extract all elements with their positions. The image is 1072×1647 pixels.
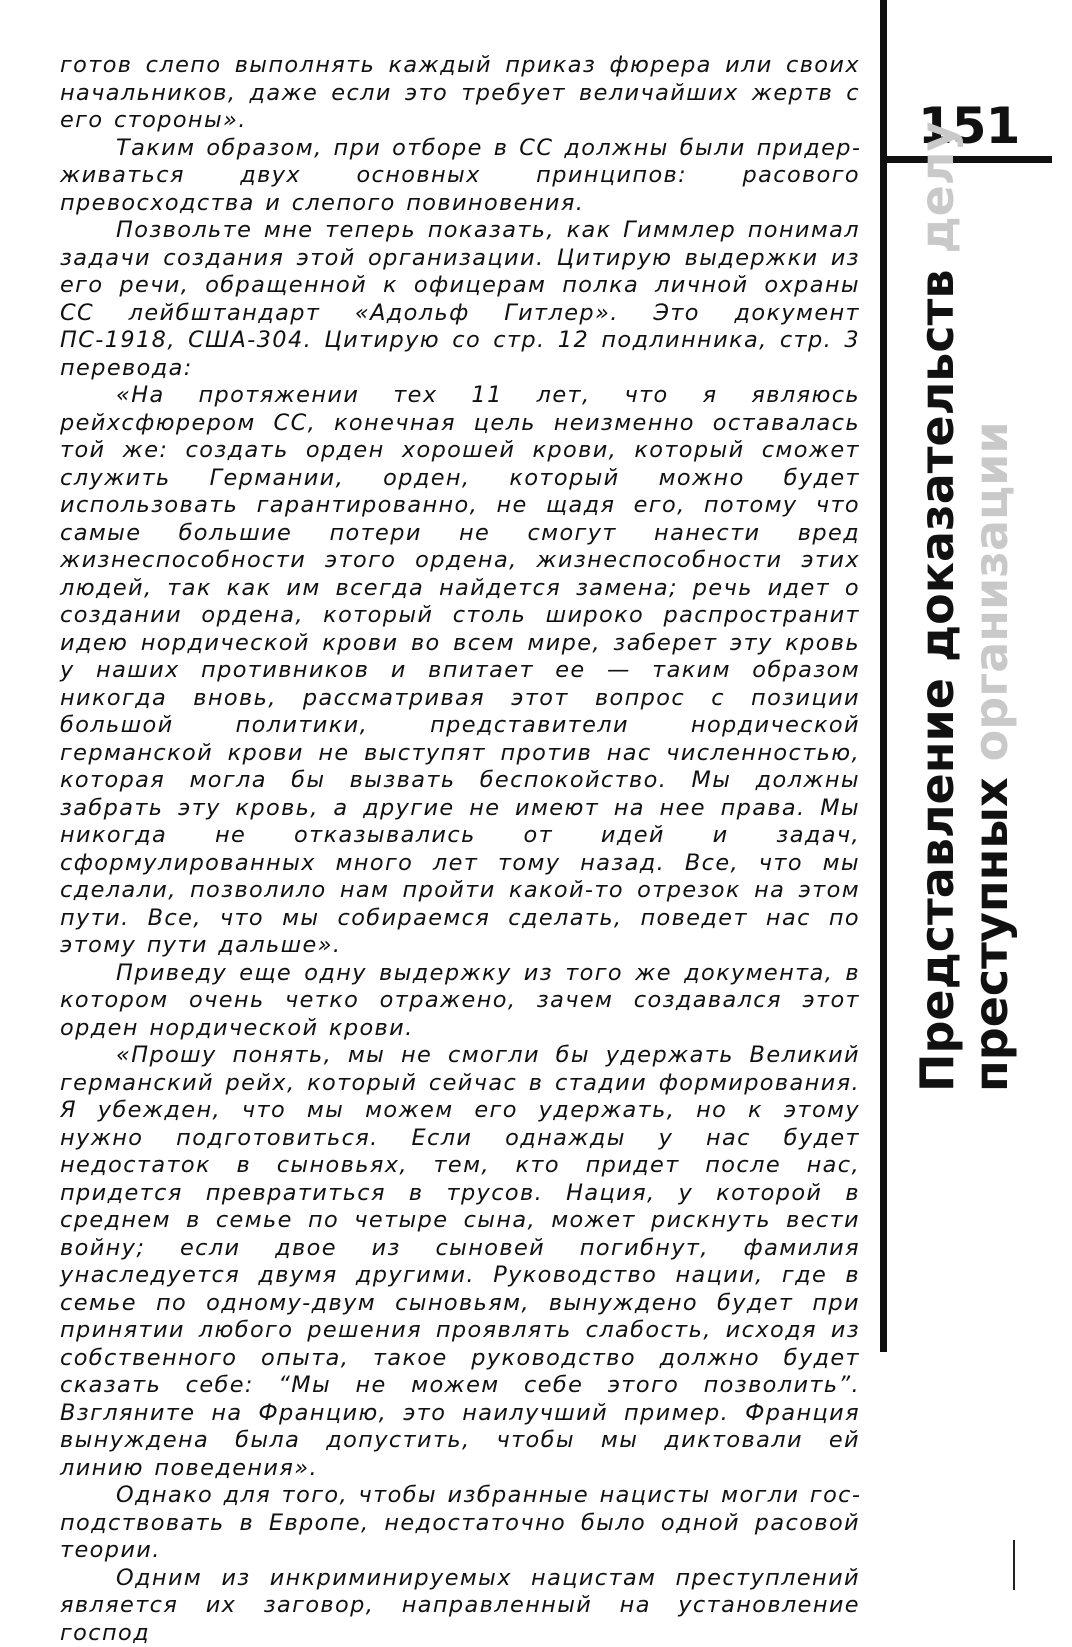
running-title-line-1-strong: Представление доказательств — [910, 270, 964, 1092]
edge-tick-mark — [1013, 1540, 1015, 1590]
paragraph-2: Таким образом, при отборе в СС должны были придерживаться двух основных принципов: расового превосходства и слепого повиновения. — [60, 135, 860, 218]
margin-vertical-rule — [880, 0, 887, 1352]
paragraph-6-quote: «Прошу понять, мы не смогли бы удержать Великий германский рейх, который сейчас в стадии формирования. Я убежден, что мы можем его удержать, но к этому нужно подготовиться. Если однажды у нас будет недостаток в сыновьях, тем, кто придет после нас, придется превратиться в трусов. Нация, у которой в среднем в семье по четыре сына, может рискнуть вести войну; если двое из сыновей погибнут, фамилия унаследуется двумя другими. Руководство нации, где в семье по одному-двум сыновьям, вынуждено будет при принятии любого решения проявлять слабость, исходя из собственного опыта, такое руководство должно будет сказать себе: “Мы не можем себе этого позволить”. Взгляните на Францию, это наилучший пример. Франция вынуждена была допустить, чтобы мы диктовали ей линию поведения». — [60, 1042, 860, 1482]
page-number: 151 — [918, 98, 1019, 154]
running-title-line-1 — [910, 172, 964, 1092]
paragraph-8: Одним из инкриминируемых нацистам преступлений является их заговор, направленный на установление господ — [60, 1565, 860, 1647]
running-title — [910, 172, 1040, 1092]
running-title-line-2-faded: организации — [964, 421, 1018, 761]
paragraph-3: Позвольте мне теперь показать, как Гиммлер понимал задачи создания этой организации. Цитирую выдержки из его речи, обращенной к офицерам полка личной охраны СС лейбштандарт «Адольф Гитлер». Это документ ПС-1918, США-304. Цитирую со стр. 12 подлинника, стр. 3 перевода: — [60, 217, 860, 382]
paragraph-7: Однако для того, чтобы избранные нацисты могли господствовать в Европе, недостаточно было одной расовой теории. — [60, 1482, 860, 1565]
paragraph-1: готов слепо выполнять каждый приказ фюрера или своих начальников, даже если это требует величайших жертв с его стороны». — [60, 52, 860, 135]
paragraph-4-quote: «На протяжении тех 11 лет, что я являюсь рейхсфюрером СС, конечная цель неизменно оставалась той же: создать орден хорошей крови, который сможет служить Германии, орден, который можно будет использовать гарантированно, не щадя его, потому что самые большие потери не смогут нанести вред жизнеспособности этого ордена, жизнеспособности этих людей, так как им всегда найдется замена; речь идет о создании ордена, который столь широко распространит идею нордической крови во всем мире, заберет эту кровь у наших противников и впитает ее — таким образом никогда вновь, рассматривая этот вопрос с позиции большой политики, представители нордической германской крови не выступят против нас численностью, которая могла бы вызвать беспокойство. Мы должны забрать эту кровь, а другие не имеют на нее права. Мы никогда не отказывались от идей и задач, сформулированных много лет тому назад. Все, что мы сделали, позволило нам пройти какой-то отрезок на этом пути. Все, что мы собираемся сделать, поведет нас по этому пути дальше». — [60, 382, 860, 960]
body-text — [60, 52, 860, 1647]
paragraph-5: Приведу еще одну выдержку из того же документа, в котором очень четко отражено, зачем создавался этот орден нордической крови. — [60, 960, 860, 1043]
running-title-line-2 — [964, 172, 1018, 1092]
running-title-line-1-faded: делу — [910, 122, 964, 254]
running-title-line-2-strong: преступных — [964, 777, 1018, 1092]
page-number-rule — [880, 156, 1052, 163]
